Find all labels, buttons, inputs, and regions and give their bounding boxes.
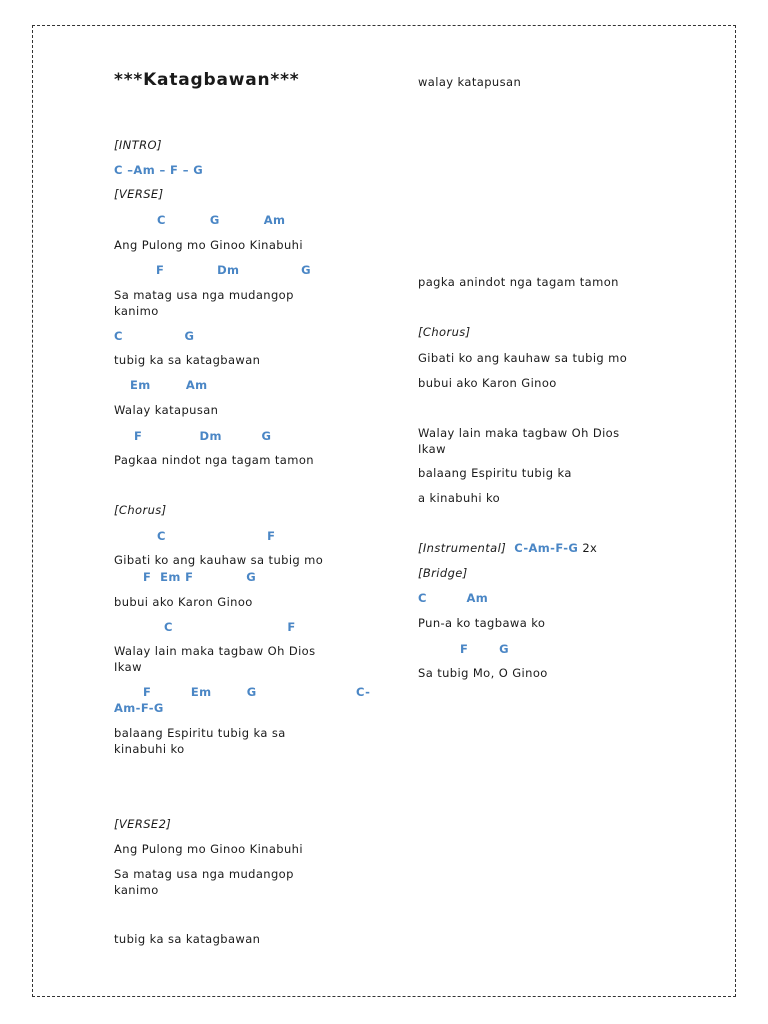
intro-tag: [INTRO] [114, 138, 162, 152]
lyric-line: Pagkaa nindot nga tagam tamon [114, 453, 314, 467]
lyric-line: balaang Espiritu tubig ka sa kinabuhi ko [114, 726, 286, 756]
lyric-line: a kinabuhi ko [418, 491, 501, 505]
lyric-line: bubui ako Karon Ginoo [114, 595, 253, 609]
chord-line: Am-F-G [114, 701, 164, 715]
chord-line: C F [164, 620, 296, 634]
lyric-line: Walay lain maka tagbaw Oh Dios Ikaw [114, 644, 316, 674]
song-title: ***Katagbawan*** [114, 70, 300, 90]
chorus-tag: [Chorus] [418, 325, 471, 339]
chord-line: F Em F G [143, 570, 257, 584]
lyric-line: tubig ka sa katagbawan [114, 353, 261, 367]
verse2-tag: [VERSE2] [114, 817, 172, 831]
lyric-line: balaang Espiritu tubig ka [418, 466, 572, 480]
bridge-tag: [Bridge] [418, 566, 468, 580]
instrumental-tag: [Instrumental] [418, 541, 507, 555]
intro-chords: C –Am – F – G [114, 163, 204, 177]
lyric-line: Gibati ko ang kauhaw sa tubig mo [418, 351, 628, 365]
lyric-line: tubig ka sa katagbawan [114, 932, 261, 946]
instrumental-line [418, 540, 597, 556]
verse-tag: [VERSE] [114, 187, 164, 201]
lyric-line: Pun-a ko tagbawa ko [418, 616, 546, 630]
lyric-line: Sa matag usa nga mudangop kanimo [114, 288, 294, 318]
chord-line: Em Am [130, 378, 208, 392]
instrumental-chords: C-Am-F-G [514, 541, 579, 555]
lyric-line: Walay katapusan [114, 403, 219, 417]
chord-line: F Dm G [134, 429, 272, 443]
chord-line: C F [157, 529, 276, 543]
chord-line: C- [356, 685, 371, 699]
chorus-tag: [Chorus] [114, 503, 167, 517]
chord-line: F Dm G [156, 263, 311, 277]
lyric-line: Ang Pulong mo Ginoo Kinabuhi [114, 842, 303, 856]
lyric-line: walay katapusan [418, 75, 522, 89]
repeat-count: 2x [582, 541, 598, 555]
chord-line: C G Am [157, 213, 286, 227]
chord-line: F G [460, 642, 509, 656]
chord-line: C Am [418, 591, 489, 605]
lyric-line: Sa tubig Mo, O Ginoo [418, 666, 548, 680]
lyric-line: Ang Pulong mo Ginoo Kinabuhi [114, 238, 303, 252]
lyric-line: bubui ako Karon Ginoo [418, 376, 557, 390]
chord-line: F Em G [143, 685, 257, 699]
lyric-line: Sa matag usa nga mudangop kanimo [114, 867, 294, 897]
lyric-line: Gibati ko ang kauhaw sa tubig mo [114, 553, 324, 567]
lyric-line: Walay lain maka tagbaw Oh Dios Ikaw [418, 426, 620, 456]
chord-line: C G [114, 329, 195, 343]
lyric-line: pagka anindot nga tagam tamon [418, 275, 619, 289]
